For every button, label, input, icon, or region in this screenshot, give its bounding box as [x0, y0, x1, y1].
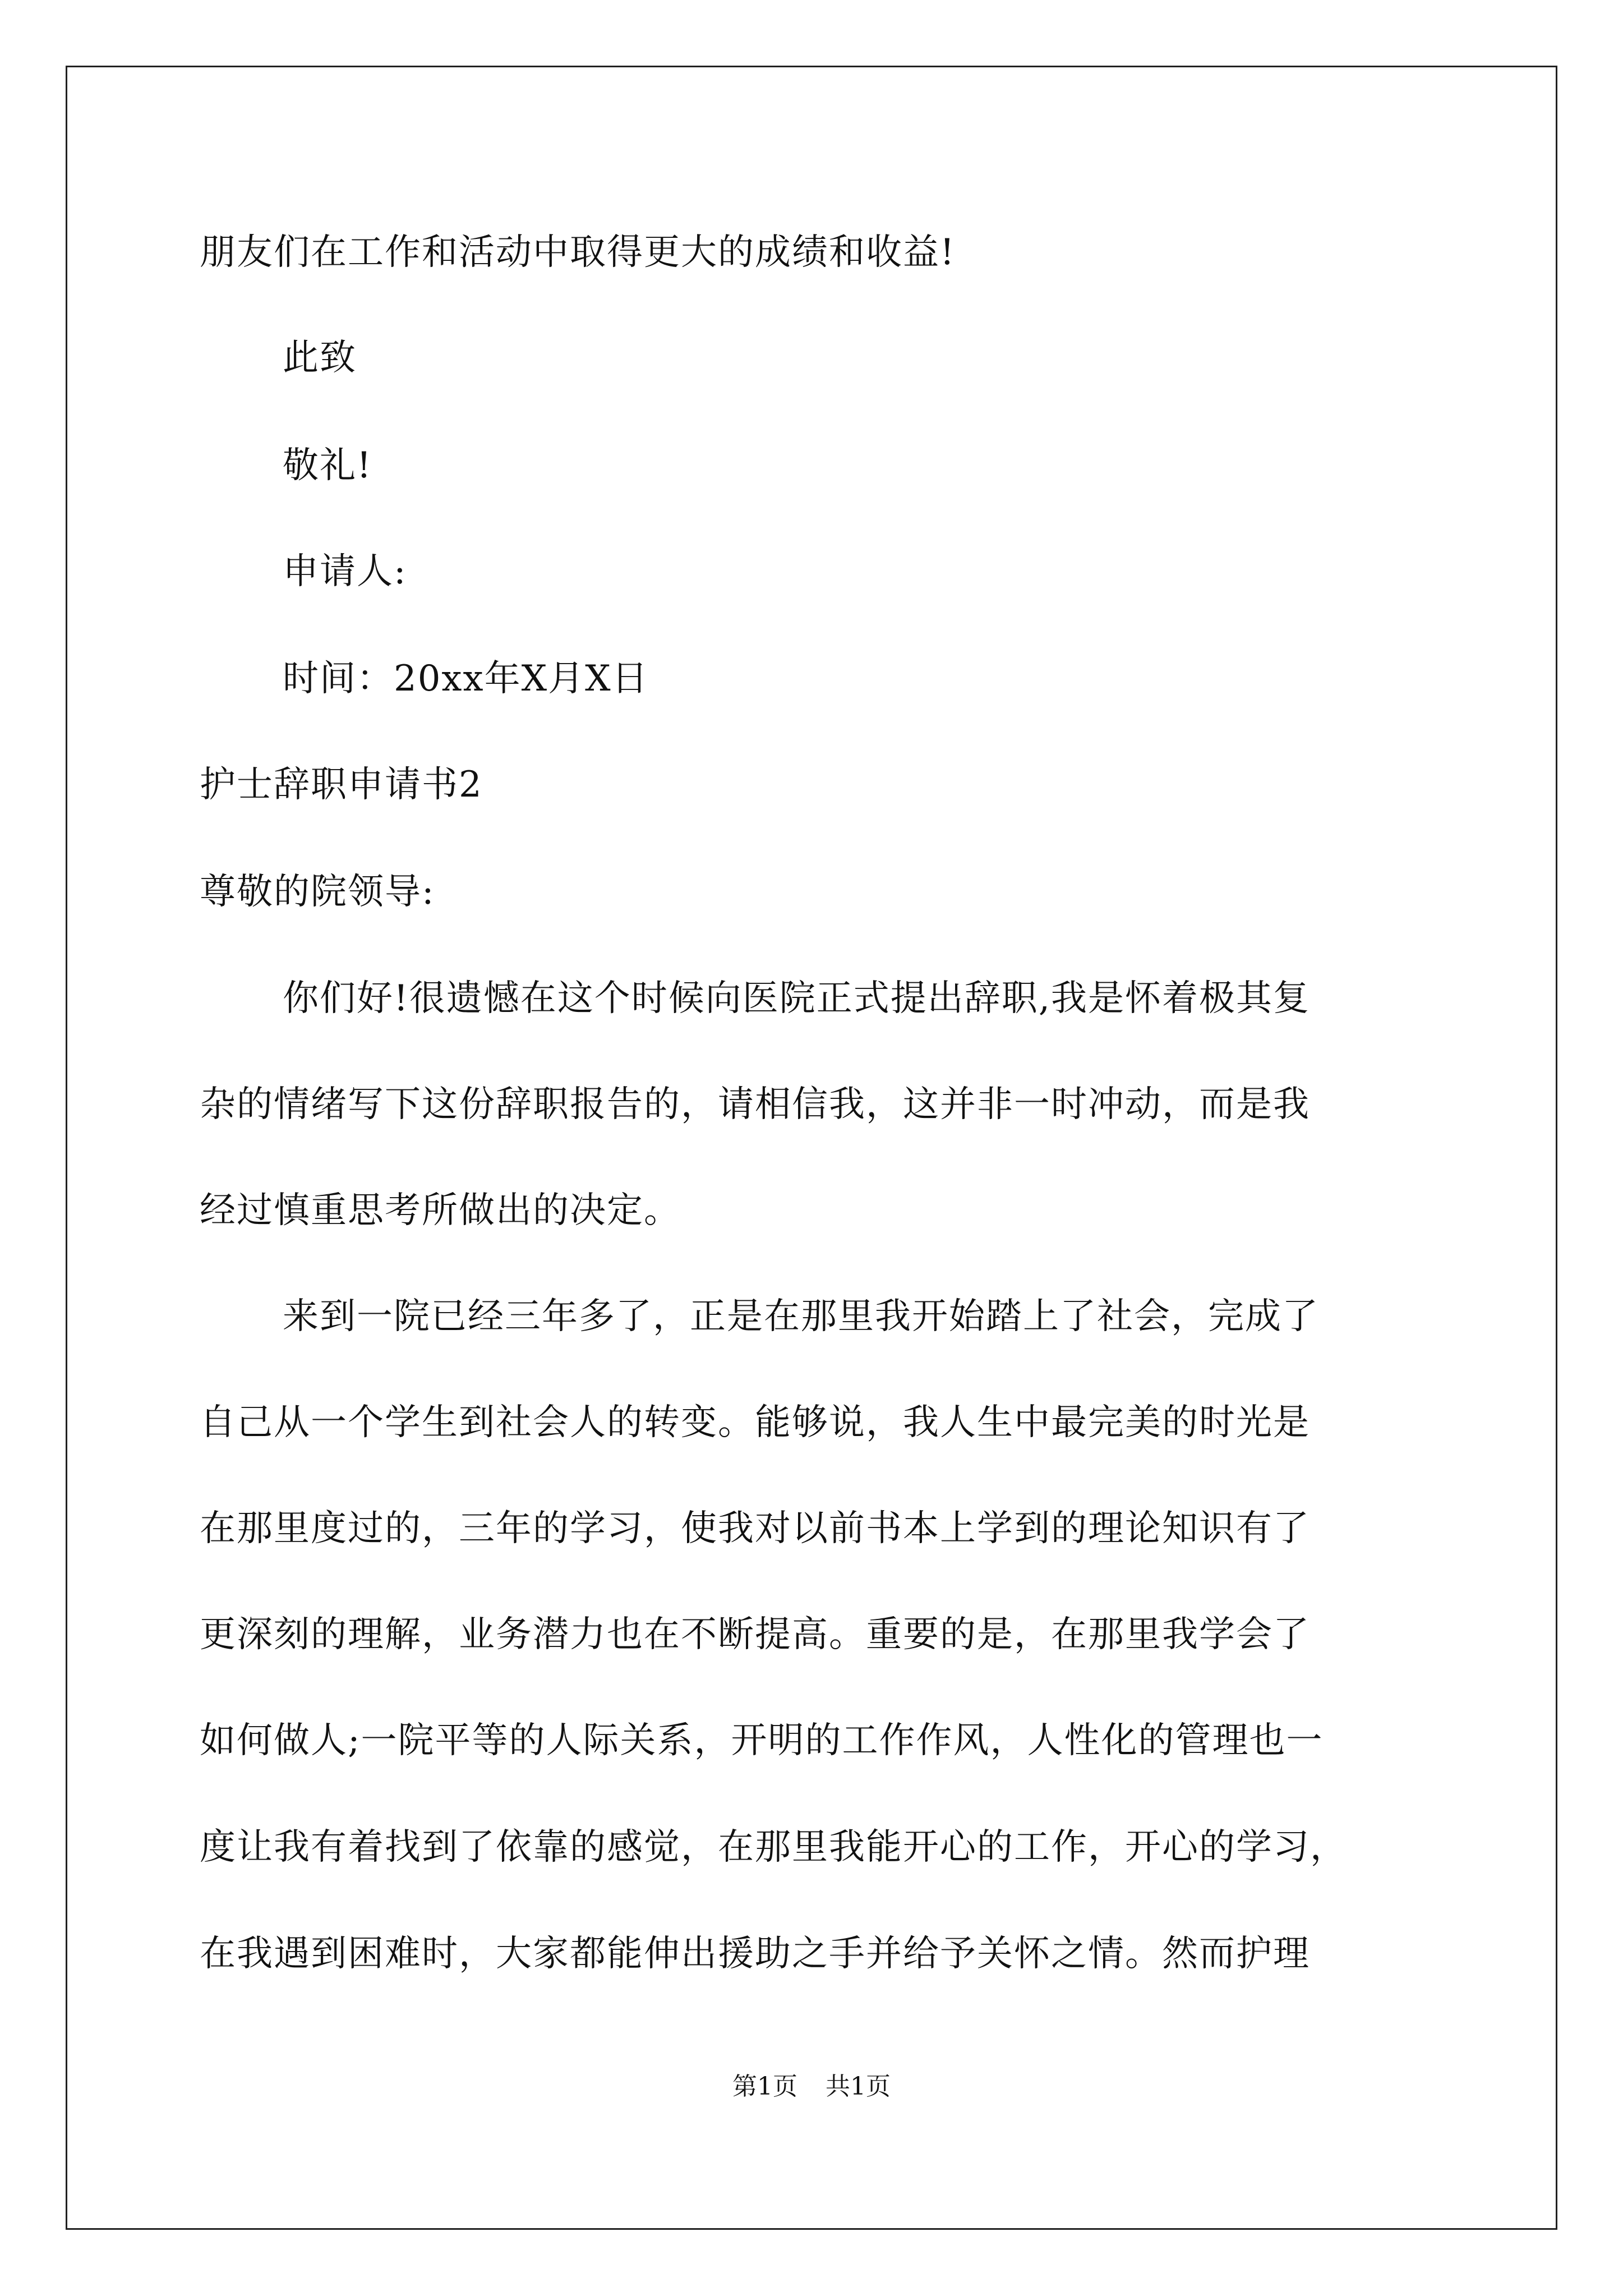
- paragraph-line: 度让我有着找到了依靠的感觉，在那里我能开心的工作，开心的学习，: [200, 1826, 1347, 1868]
- greeting: 尊敬的院领导:: [200, 871, 435, 913]
- paragraph-line: 来到一院已经三年多了，正是在那里我开始踏上了社会，完成了: [283, 1296, 1319, 1337]
- paragraph-line: 在那里度过的，三年的学习，使我对以前书本上学到的理论知识有了: [200, 1508, 1310, 1549]
- closing-regards: 敬礼!: [283, 445, 372, 486]
- paragraph-line: 在我遇到困难时，大家都能伸出援助之手并给予关怀之情。然而护理: [200, 1933, 1310, 1975]
- paragraph-line: 杂的情绪写下这份辞职报告的，请相信我，这并非一时冲动，而是我: [200, 1084, 1310, 1125]
- paragraph-line: 如何做人;一院平等的人际关系，开明的工作作风，人性化的管理也一: [200, 1720, 1324, 1761]
- applicant-label: 申请人:: [283, 551, 407, 592]
- paragraph-line: 经过慎重思考所做出的决定。: [200, 1190, 681, 1231]
- paragraph-line: 自己从一个学生到社会人的转变。能够说，我人生中最完美的时光是: [200, 1402, 1310, 1443]
- page-border: [66, 66, 1557, 2230]
- section-title: 护士辞职申请书2: [200, 764, 483, 806]
- paragraph-line: 你们好!很遗憾在这个时候向医院正式提出辞职,我是怀着极其复: [283, 978, 1311, 1019]
- closing-salutation: 此致: [283, 337, 357, 379]
- date-line: 时间：20xx年X月X日: [283, 658, 649, 700]
- page-footer: [0, 2070, 1623, 2104]
- page-total: 共1页: [826, 2072, 891, 2101]
- text-line: 朋友们在工作和活动中取得更大的成绩和收益!: [200, 232, 956, 273]
- page-number: 第1页: [732, 2072, 797, 2101]
- paragraph-line: 更深刻的理解，业务潜力也在不断提高。重要的是，在那里我学会了: [200, 1614, 1310, 1655]
